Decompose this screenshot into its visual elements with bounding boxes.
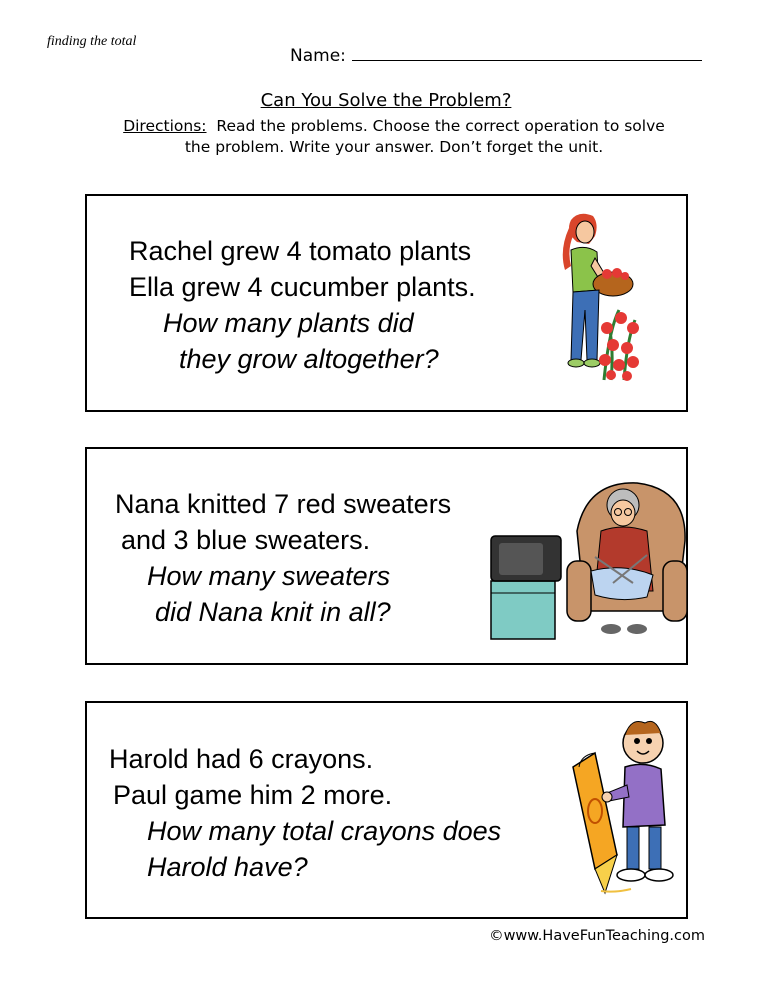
copyright-footer: ©www.HaveFunTeaching.com [489,928,705,944]
name-field[interactable] [290,46,702,66]
problem-text-2 [115,486,451,630]
name-label: Name: [290,46,346,66]
problem-question: Harold have? [147,852,308,882]
boy-with-crayon-icon [555,715,675,897]
problem-text-3 [109,741,501,885]
problem-line: Harold had 6 crayons. [109,744,374,774]
worksheet-title: Can You Solve the Problem? [260,90,512,111]
problem-question: How many sweaters [147,561,391,591]
directions-text-2: the problem. Write your answer. Don’t forget the unit. [184,138,604,156]
problem-question: did Nana knit in all? [155,597,391,627]
directions [84,116,704,158]
problem-question: How many total crayons does [147,816,502,846]
problem-box-2 [85,447,688,665]
problem-line: Nana knitted 7 red sweaters [115,489,452,519]
problem-line: Rachel grew 4 tomato plants [129,236,472,266]
problem-text-1 [129,233,476,377]
problem-line: Ella grew 4 cucumber plants. [129,272,476,302]
problem-box-3 [85,701,688,919]
problem-question: they grow altogether? [179,344,439,374]
name-blank-line[interactable] [352,46,702,61]
problem-line: and 3 blue sweaters. [121,525,371,555]
directions-text-1: Read the problems. Choose the correct operation to solve [216,117,665,135]
problem-question: How many plants did [163,308,414,338]
directions-label: Directions: [123,117,207,135]
grandma-knitting-icon [487,471,687,641]
woman-with-tomatoes-icon [549,210,639,385]
corner-note: finding the total [47,34,137,49]
problem-line: Paul game him 2 more. [113,780,393,810]
problem-box-1 [85,194,688,412]
